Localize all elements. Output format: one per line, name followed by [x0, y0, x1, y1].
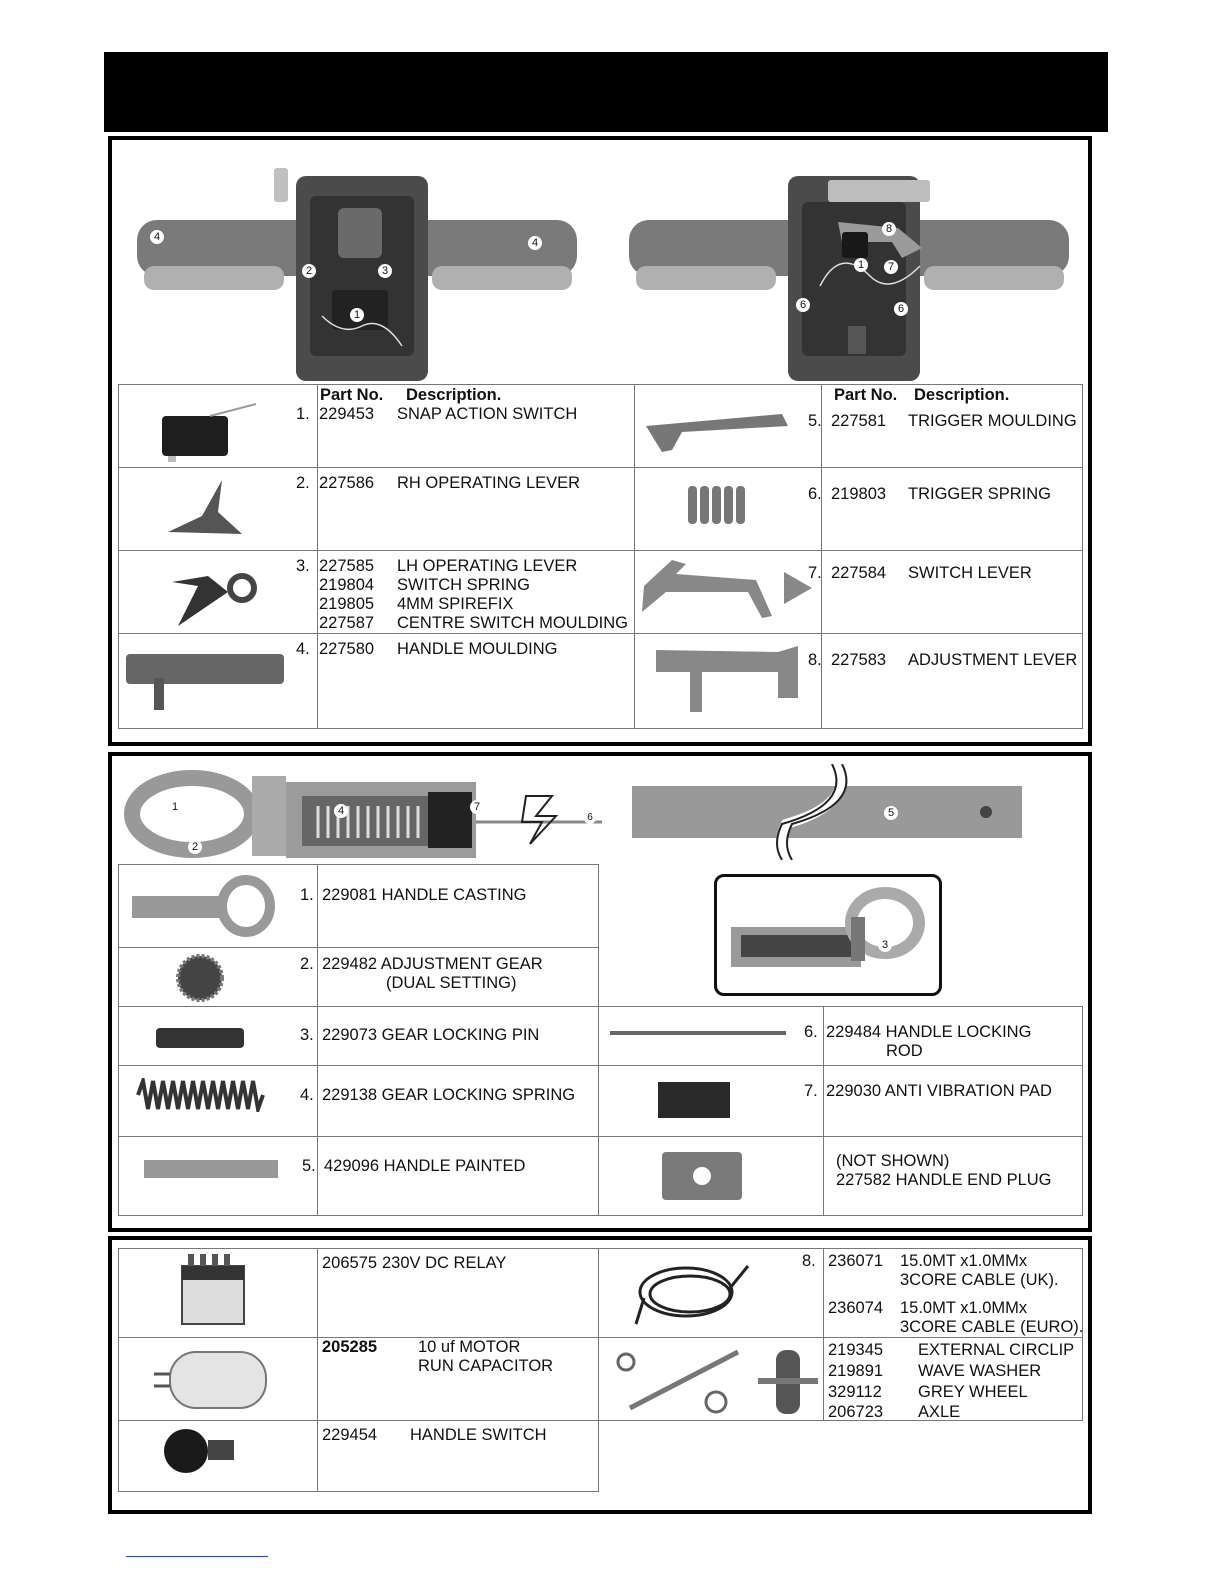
row-number: 2.	[300, 955, 314, 973]
part-desc: TRIGGER MOULDING	[908, 412, 1077, 430]
row-number: 8.	[802, 1252, 816, 1270]
part-code: 229453	[319, 405, 375, 423]
part-desc: 4MM SPIREFIX	[397, 595, 514, 613]
callout: 2	[188, 840, 202, 854]
part-desc: 15.0MT x1.0MMx	[900, 1299, 1028, 1317]
panel-handle-controls	[108, 136, 1092, 746]
part-desc: 230V DC RELAY	[382, 1254, 507, 1272]
part-code: 236071	[828, 1252, 884, 1270]
plug-icon	[658, 1148, 746, 1204]
callout: 5	[884, 806, 898, 820]
callout: 7	[470, 800, 484, 814]
gear-icon	[174, 952, 226, 1004]
lever-icon	[162, 476, 252, 540]
handle-assembly-front-photo	[132, 166, 582, 386]
row-number: 3.	[296, 557, 310, 575]
part-code: 219891	[828, 1362, 884, 1380]
row-number: 7.	[808, 564, 822, 582]
callout: 6	[894, 302, 908, 316]
row-number: 4.	[300, 1086, 314, 1104]
callout: 2	[302, 264, 316, 278]
row-number: 1.	[296, 405, 310, 423]
text-cell	[317, 1136, 599, 1216]
part-line: (NOT SHOWN)	[836, 1152, 950, 1170]
row-number: 5.	[808, 412, 822, 430]
handle-painted-icon	[142, 1158, 282, 1182]
panel-electrical	[108, 1236, 1092, 1514]
part-desc: 15.0MT x1.0MMx	[900, 1252, 1028, 1270]
handle-casting-icon	[128, 874, 278, 938]
callout: 4	[150, 230, 164, 244]
part-desc: 3CORE CABLE (EURO).	[900, 1318, 1084, 1336]
part-line: (DUAL SETTING)	[386, 974, 517, 992]
pin-icon	[154, 1024, 254, 1054]
handle-casting-photo	[122, 766, 632, 876]
part-code: 227580	[319, 640, 375, 658]
part-desc: WAVE WASHER	[918, 1362, 1042, 1380]
part-desc: TRIGGER SPRING	[908, 485, 1052, 503]
text-cell	[821, 467, 1083, 551]
part-desc: RUN CAPACITOR	[418, 1357, 554, 1375]
text-cell	[317, 864, 599, 948]
gear-locking-pin-inset-photo	[717, 877, 939, 993]
part-desc: AXLE	[918, 1403, 961, 1421]
row-number: 7.	[804, 1082, 818, 1100]
panel-handle-casting	[108, 752, 1092, 1232]
part-desc: SWITCH LEVER	[908, 564, 1032, 582]
push-switch-icon	[158, 1426, 248, 1476]
row-number: 1.	[300, 886, 314, 904]
part-code: 227586	[319, 474, 375, 492]
callout: 7	[884, 260, 898, 274]
part-code: 219804	[319, 576, 375, 594]
header-bar	[104, 52, 1108, 132]
part-code: 227581	[831, 412, 887, 430]
part-desc: RH OPERATING LEVER	[397, 474, 581, 492]
part-desc: EXTERNAL CIRCLIP	[918, 1341, 1075, 1359]
part-desc: ADJUSTMENT LEVER	[908, 651, 1078, 669]
part-line: 229081 HANDLE CASTING	[322, 886, 527, 904]
part-line: 229073 GEAR LOCKING PIN	[322, 1026, 540, 1044]
handle-tube-icon	[124, 648, 286, 712]
part-desc: GREY WHEEL	[918, 1383, 1028, 1401]
lever-icon	[168, 556, 264, 630]
callout: 6	[796, 298, 810, 312]
callout: 1	[168, 800, 182, 814]
handle-assembly-rear-photo	[624, 166, 1074, 386]
bottom-link-underline	[126, 1556, 268, 1557]
part-line: 229138 GEAR LOCKING SPRING	[322, 1086, 576, 1104]
part-code: 227584	[831, 564, 887, 582]
row-number: 3.	[300, 1026, 314, 1044]
capacitor-icon	[152, 1344, 272, 1414]
part-line: 229482 ADJUSTMENT GEAR	[322, 955, 543, 973]
part-desc: HANDLE SWITCH	[410, 1426, 547, 1444]
handle-painted-photo	[626, 764, 1026, 860]
part-code: 206575	[322, 1254, 378, 1272]
part-line: 229030 ANTI VIBRATION PAD	[826, 1082, 1052, 1100]
part-desc: 3CORE CABLE (UK).	[900, 1271, 1059, 1289]
header-part-no: Part No.	[320, 386, 384, 404]
part-code: 236074	[828, 1299, 884, 1317]
part-desc: LH OPERATING LEVER	[397, 557, 578, 575]
pad-icon	[654, 1078, 734, 1122]
row-number: 5.	[302, 1157, 316, 1175]
row-number: 2.	[296, 474, 310, 492]
row-number: 6.	[808, 485, 822, 503]
rod-icon	[608, 1028, 788, 1038]
callout: 8	[882, 222, 896, 236]
callout: 3	[878, 938, 892, 952]
callout: 4	[334, 804, 348, 818]
part-code: 227587	[319, 614, 375, 632]
trigger-moulding-icon	[642, 402, 792, 462]
callout: 4	[528, 236, 542, 250]
cable-icon	[630, 1258, 754, 1330]
switch-lever-icon	[636, 554, 816, 624]
part-desc: HANDLE MOULDING	[397, 640, 558, 658]
part-code: 206723	[828, 1403, 884, 1421]
part-code: 219345	[828, 1341, 884, 1359]
part-desc: SWITCH SPRING	[397, 576, 530, 594]
adjustment-lever-icon	[652, 642, 802, 722]
header-description: Description.	[914, 386, 1010, 404]
relay-icon	[176, 1252, 252, 1332]
part-code: 227583	[831, 651, 887, 669]
row-number: 8.	[808, 651, 822, 669]
text-cell	[823, 1065, 1083, 1137]
part-line: ROD	[886, 1042, 923, 1060]
part-desc: CENTRE SWITCH MOULDING	[397, 614, 628, 632]
part-line: 227582 HANDLE END PLUG	[836, 1171, 1052, 1189]
callout: 1	[854, 258, 868, 272]
part-code: 219803	[831, 485, 887, 503]
text-cell	[821, 633, 1083, 729]
header-part-no: Part No.	[834, 386, 898, 404]
part-code: 329112	[828, 1383, 882, 1401]
part-line: 229484 HANDLE LOCKING	[826, 1023, 1032, 1041]
part-line: 429096 HANDLE PAINTED	[324, 1157, 526, 1175]
wheel-axle-icon	[608, 1344, 820, 1418]
text-cell	[821, 550, 1083, 634]
callout: 3	[378, 264, 392, 278]
spring-icon	[684, 480, 754, 530]
row-number: 4.	[296, 640, 310, 658]
part-code: 227585	[319, 557, 375, 575]
header-description: Description.	[406, 386, 502, 404]
micro-switch-icon	[156, 402, 266, 462]
callout: 1	[350, 308, 364, 322]
inset-box	[714, 874, 942, 996]
callout: 6	[584, 812, 596, 824]
part-desc: 10 uf MOTOR	[418, 1338, 521, 1356]
part-desc: SNAP ACTION SWITCH	[397, 405, 578, 423]
part-code: 229454	[322, 1426, 378, 1444]
part-code: 205285	[322, 1338, 378, 1356]
row-number: 6.	[804, 1023, 818, 1041]
spring-icon	[136, 1078, 268, 1112]
part-code: 219805	[319, 595, 375, 613]
